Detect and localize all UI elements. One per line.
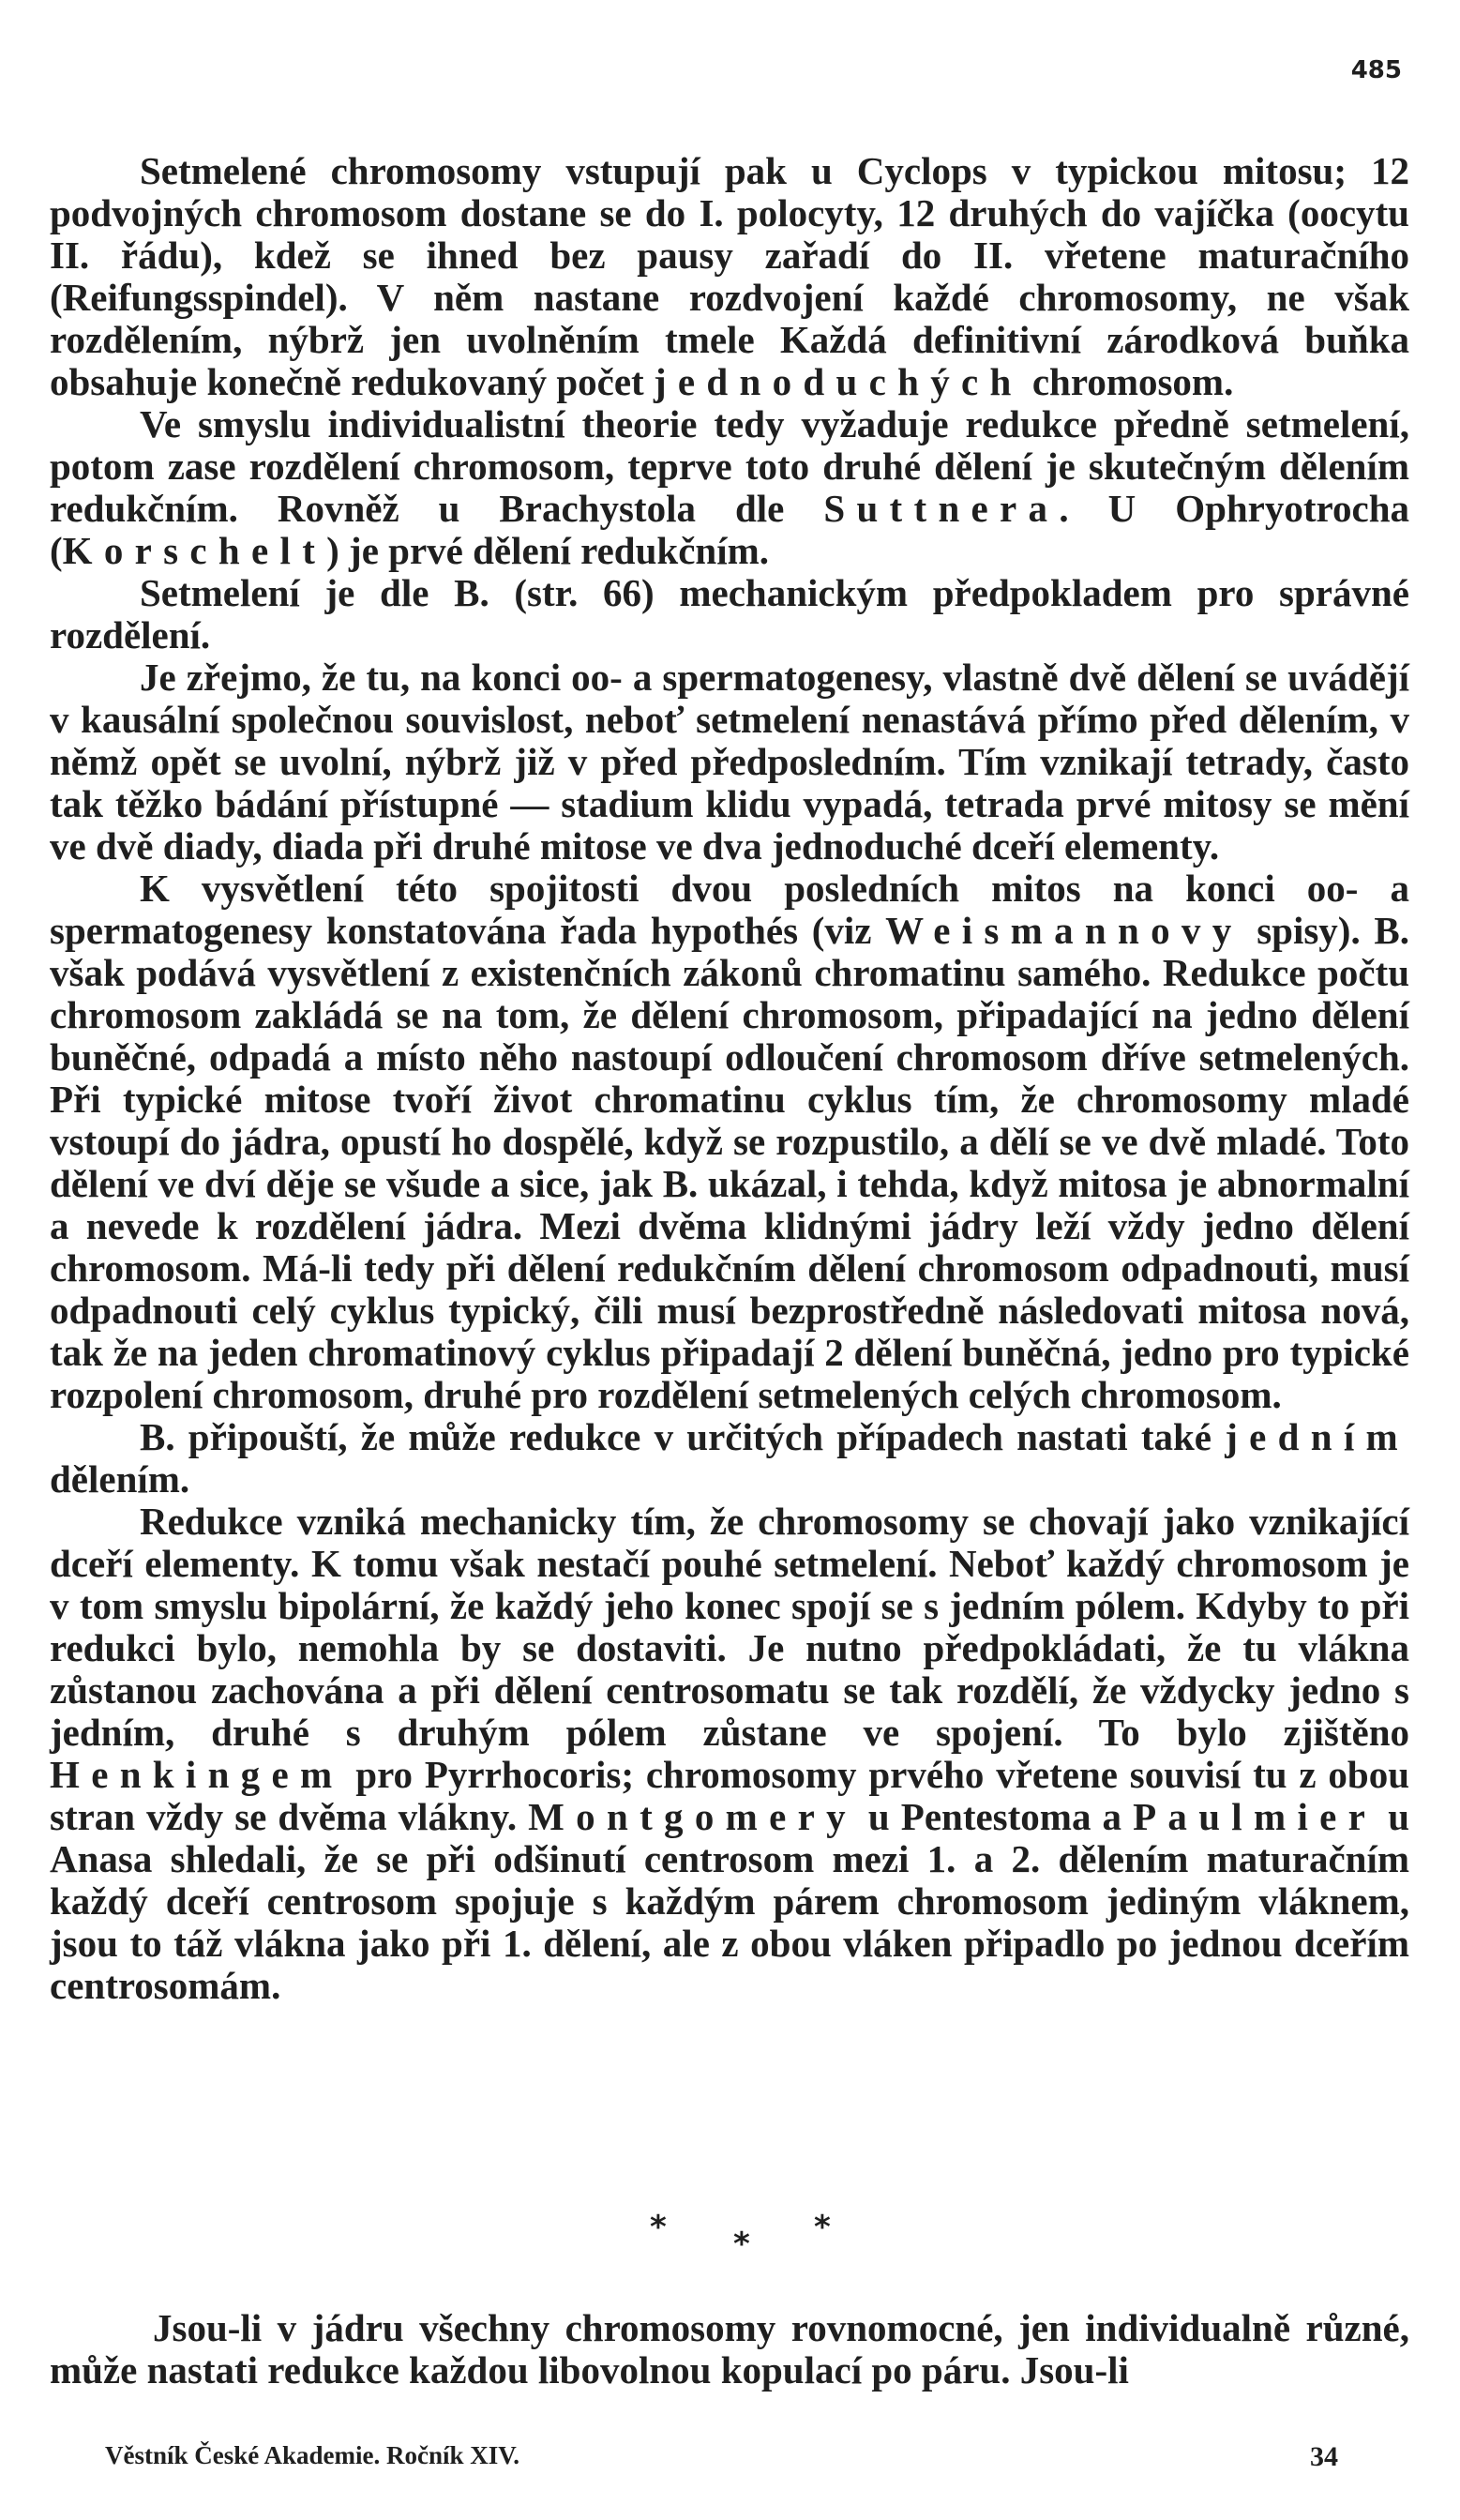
text-run: Je zřejmo, že tu, na konci oo- a spermatogenesy, vlastně dvě dělení se uvádějí v kausální společnou souvislost, neboť setmelení nenastává přímo před dělením, v němž opět se uvolní, nýbrž již v před předposledním. Tím vznikají tetrady, často tak těžko bádání přístupné — stadium klidu vypadá, tetrada prvé mitosy se mění ve dvě diady, diada při druhé mitose ve dva jednoduché dceří elementy. [50,656,1409,868]
text-run: dělením. [50,1457,190,1501]
paragraph [50,150,1409,403]
asterisk: * [733,2226,750,2263]
paragraph [50,403,1409,572]
text-run: Redukce vzniká mechanicky tím, že chromosomy se chovají jako vznikající dceří elementy. K tomu však nestačí pouhé setmelení. Neboť každý chromosom je v tom smyslu bipolární, že každý jeho konec spojí se s jedním pólem. Kdyby to při redukci bylo, nemohla by se dostaviti. Je nutno předpokládati, že tu vlákna zůstanou zachována a při dělení centrosomatu se tak rozdělí, že vždycky jedno s jedním, druhé s druhým pólem zůstane ve spojení. To bylo zjištěno [50,1500,1409,1754]
text-run: B. připouští, že může redukce v určitých případech nastati také [140,1415,1226,1458]
paragraph [50,868,1409,1416]
spaced-name: Suttnera [823,487,1060,530]
paragraph [50,1501,1409,2007]
spaced-name: jednoduchých [653,360,1023,403]
paragraph [50,656,1409,868]
text-run: Setmelení je dle B. (str. 66) mechanickým předpokladem pro správné rozdělení. [50,571,1409,656]
sheet-number: 34 [1310,2441,1338,2472]
text-run: chromosom. [1022,360,1234,403]
spaced-name: Weismannovy [885,909,1243,952]
paragraph [50,572,1409,656]
spaced-name: Korschelt [62,529,327,572]
text-run: . U Ophryotrocha ( [50,487,1409,572]
page-number: 485 [1350,56,1402,84]
paragraph [50,1416,1409,1501]
text-run: pro Pyrrhocoris; chromosomy prvého vřetene souvisí tu z obou stran vždy se dvěma vlákny. [50,1753,1409,1838]
spaced-name: Montgomery [528,1795,857,1838]
section-divider [0,2209,1460,2265]
journal-title: Věstník České Akademie. Ročník XIV. [105,2441,520,2469]
text-run: Ve smyslu individualistní theorie tedy vyžaduje redukce předně setmelení, potom zase rozdělení chromosom, teprve toto druhé dělení je skutečným dělením redukčním. Rovněž u Brachystola dle [50,402,1409,530]
text-run: Setmelené chromosomy vstupují pak u Cyclops v typickou mitosu; 12 podvojných chromosom dostane se do I. polocyty, 12 druhých do vajíčka (oocytu II. řádu), kdež se ihned bez pausy zařadí do II. vřetene maturačního (Reifungsspindel). V něm nastane rozdvojení každé chromosomy, ne však rozdělením, nýbrž jen uvolněním tmele Každá definitivní zárodková buňka obsahuje konečně redukovaný počet [50,149,1409,403]
asterisk: * [650,2209,667,2246]
spaced-name: jedním [1225,1415,1409,1458]
text-run: u Pentestoma a [856,1795,1134,1838]
asterisk: * [814,2209,831,2246]
spaced-name: Paulmier [1133,1795,1377,1838]
final-section [50,2307,1409,2392]
final-paragraph: Jsou-li v jádru všechny chromosomy rovnomocné, jen individualně různé, může nastati redukce každou libovolnou kopulací po páru. Jsou-li [50,2306,1409,2392]
article-body [50,150,1409,2007]
text-run: u Anasa shledali, že se při odšinutí centrosom mezi 1. a 2. dělením maturačním každý dceří centrosom spojuje s každým párem chromosom jediným vláknem, jsou to táž vlákna jako při 1. dělení, ale z obou vláken připadlo po jednou dceřím centrosomám. [50,1795,1409,2007]
spaced-name: Henkingem [50,1753,344,1796]
text-run: K vysvětlení této spojitosti dvou posledních mitos na konci oo- a spermatogenesy konstatována řada hypothés (viz [50,867,1409,952]
text-run: spisy). B. však podává vysvětlení z existenčních zákonů chromatinu samého. Redukce počtu chromosom zakládá se na tom, že dělení chromosom, připadající na jedno dělení buněčné, odpadá a místo něho nastoupí odloučení chromosom dříve setmelených. Při typické mitose tvoří život chromatinu cyklus tím, že chromosomy mladé vstoupí do jádra, opustí ho dospělé, když se rozpustilo, a dělí se ve dvě mladé. Toto dělení ve dví děje se všude a sice, jak B. ukázal, i tehda, když mitosa je abnormalní a nevede k rozdělení jádra. Mezi dvěma klidnými jádry leží vždy jedno dělení chromosom. Má-li tedy při dělení redukčním dělení chromosom odpadnouti, musí odpadnouti celý cyklus typický, čili musí bezprostředně následovati mitosa nová, tak že na jeden chromatinový cyklus připadají 2 dělení buněčná, jedno pro typické rozpolení chromosom, druhé pro rozdělení setmelených celých chromosom. [50,909,1409,1416]
text-run: ) je prvé dělení redukčním. [326,529,769,572]
